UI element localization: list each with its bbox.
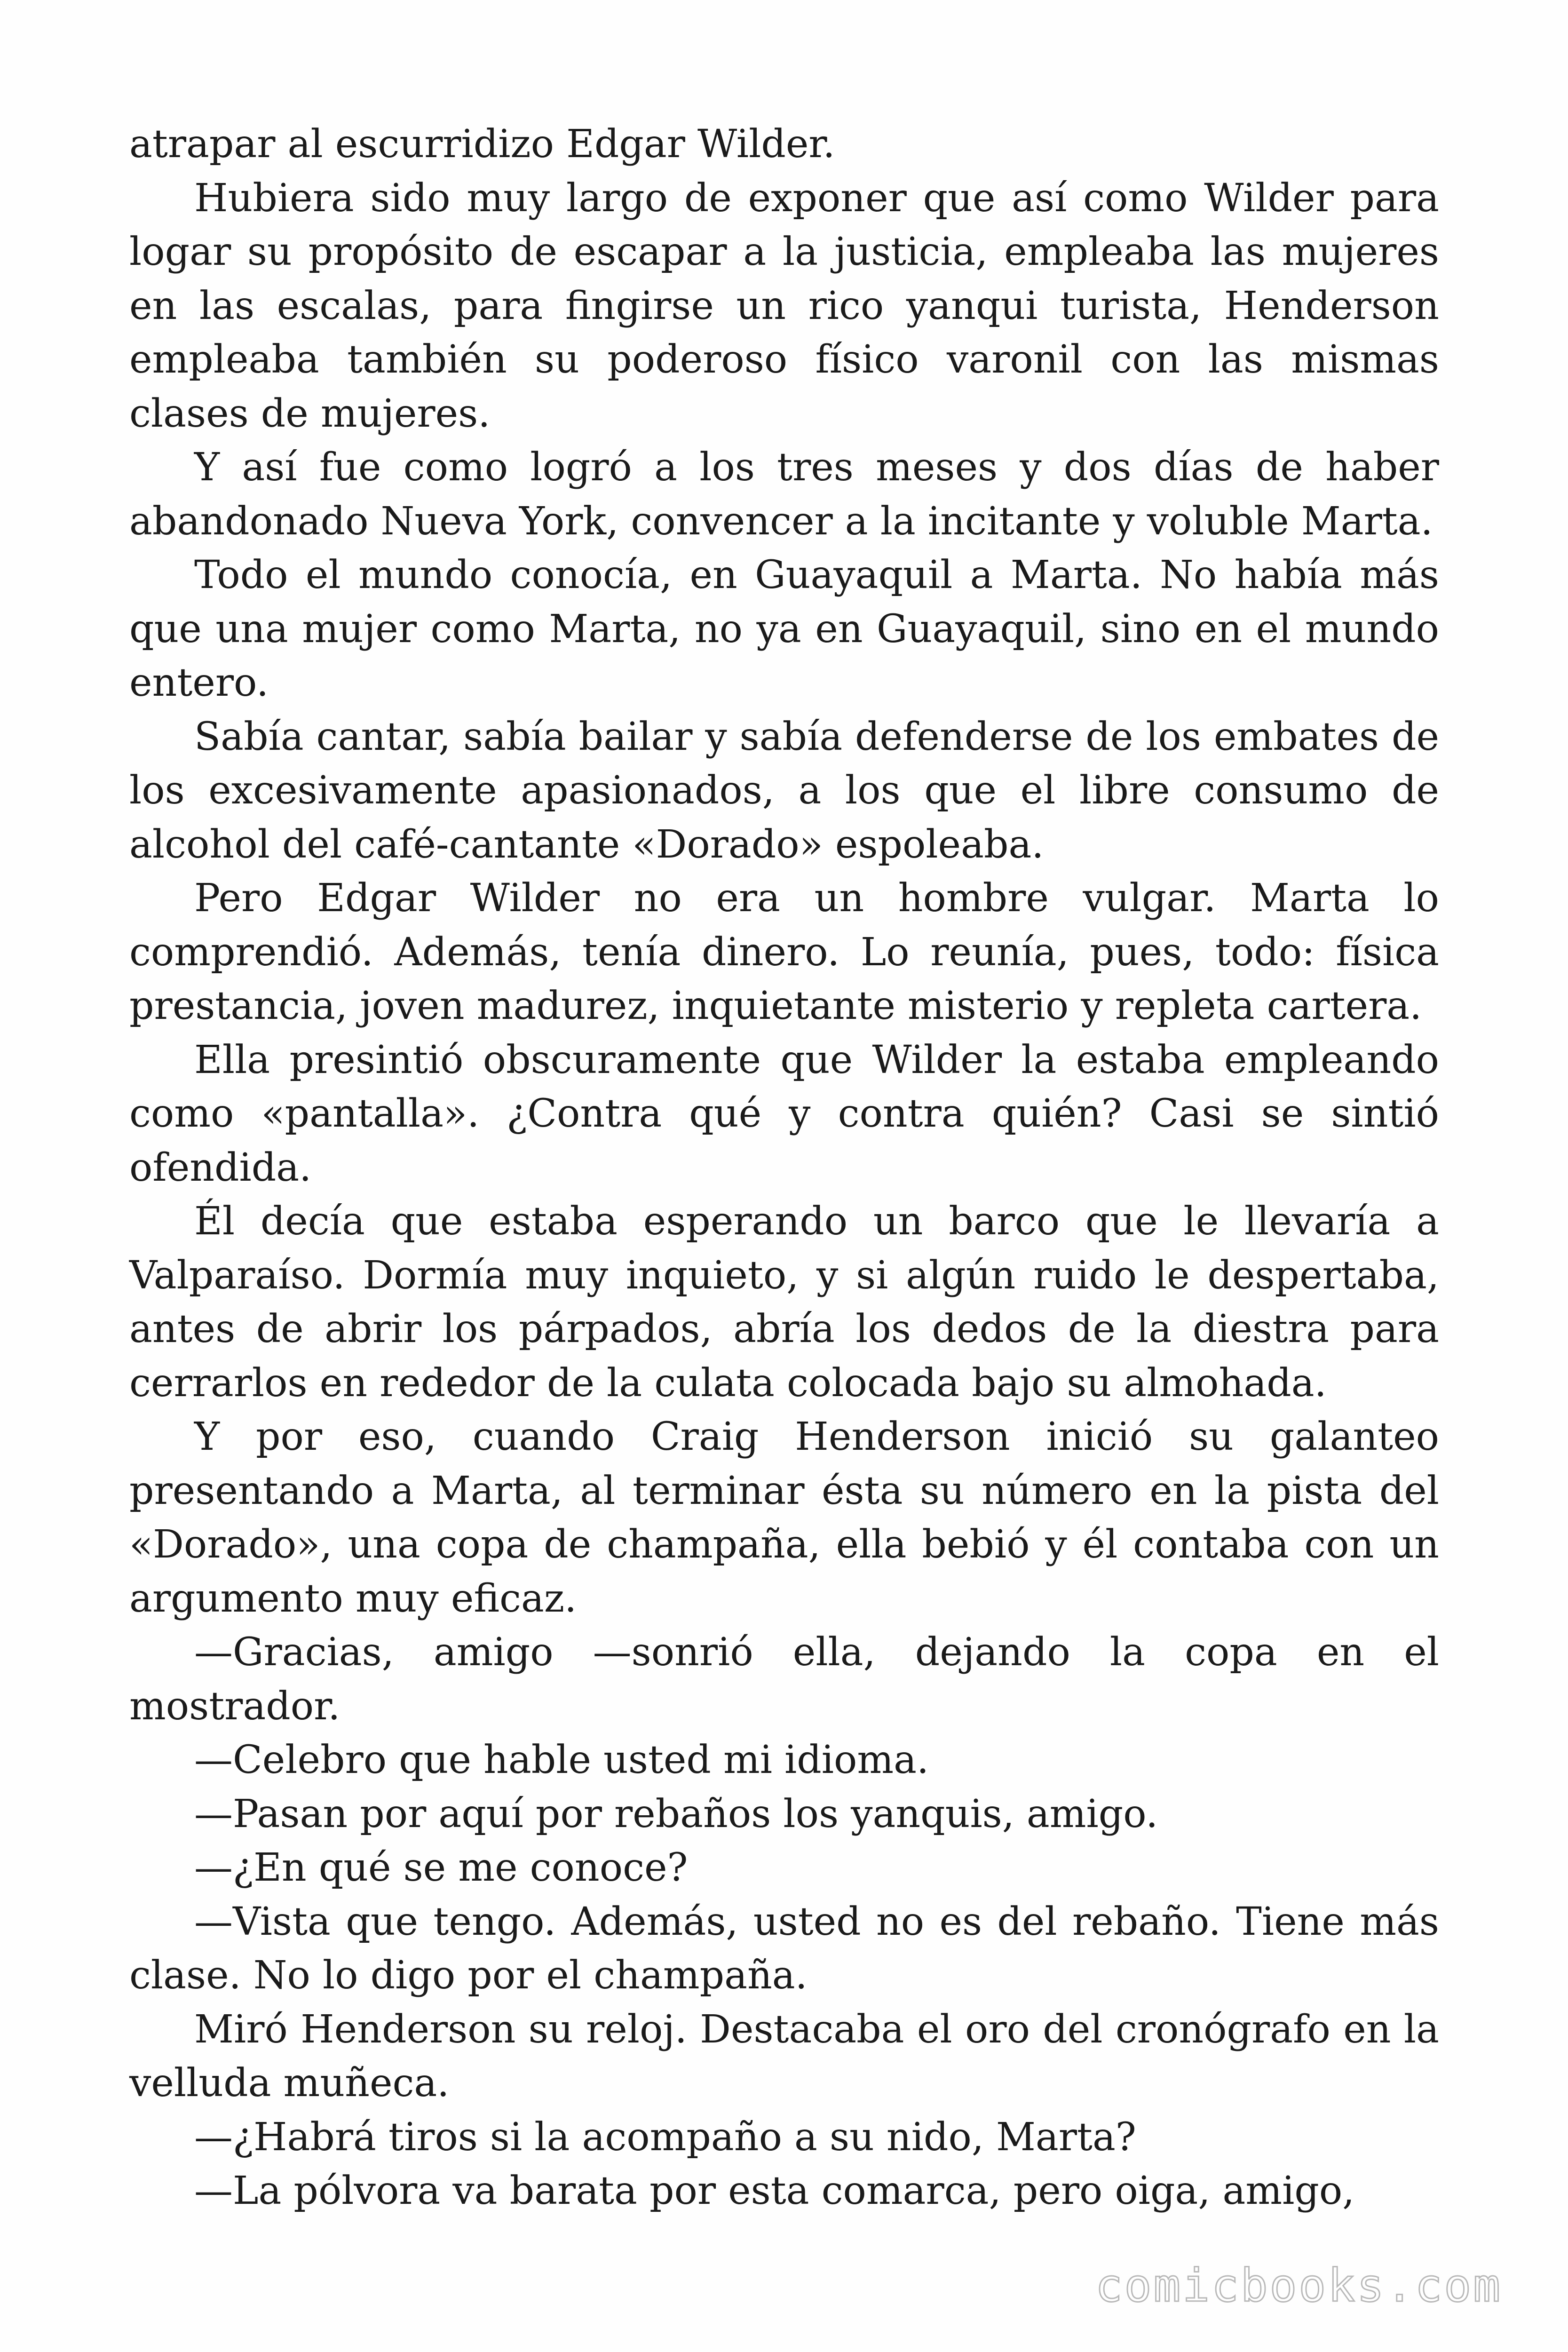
dialogue-line: —La pólvora va barata por esta comarca, pero oiga, amigo, <box>194 2169 1355 2213</box>
paragraph: Ella presintió obscuramente que Wilder la estaba empleando como «pantalla». ¿Contra qué y contra quién? Casi se sintió ofendida. <box>129 1037 1439 1190</box>
paragraph: Sabía cantar, sabía bailar y sabía defenderse de los embates de los excesivamente apasionados, a los que el libre consumo de alcohol del café-cantante «Dorado» espoleaba. <box>129 714 1439 867</box>
dialogue-line: —Vista que tengo. Además, usted no es del rebaño. Tiene más clase. No lo digo por el champaña. <box>129 1899 1439 1998</box>
dialogue-line: —Gracias, amigo —sonrió ella, dejando la copa en el mostrador. <box>129 1630 1439 1729</box>
dialogue-line: —Celebro que hable usted mi idioma. <box>194 1738 929 1782</box>
body-text <box>129 118 1439 2218</box>
paragraph: Hubiera sido muy largo de exponer que así como Wilder para logar su propósito de escapar a la justicia, empleaba las mujeres en las escalas, para fingirse un rico yanqui turista, Henderson empleaba también su poderoso físico varonil con las mismas clases de mujeres. <box>129 175 1439 436</box>
dialogue-line: —¿En qué se me conoce? <box>194 1845 688 1890</box>
paragraph: Y por eso, cuando Craig Henderson inició su galanteo presentando a Marta, al terminar ésta su número en la pista del «Dorado», una copa de champaña, ella bebió y él contaba con un argumento muy eficaz. <box>129 1414 1439 1621</box>
paragraph: Y así fue como logró a los tres meses y dos días de haber abandonado Nueva York, convencer a la incitante y voluble Marta. <box>129 445 1439 544</box>
paragraph: Él decía que estaba esperando un barco que le llevaría a Valparaíso. Dormía muy inquieto, y si algún ruido le despertaba, antes de abrir los párpados, abría los dedos de la diestra para cerrarlos en rededor de la culata colocada bajo su almohada. <box>129 1199 1439 1406</box>
paragraph: Pero Edgar Wilder no era un hombre vulgar. Marta lo comprendió. Además, tenía dinero. Lo reunía, pues, todo: física prestancia, joven madurez, inquietante misterio y repleta cartera. <box>129 876 1439 1028</box>
dialogue-line: —¿Habrá tiros si la acompaño a su nido, Marta? <box>194 2114 1136 2160</box>
paragraph: atrapar al escurridizo Edgar Wilder. <box>129 122 835 167</box>
dialogue-line: —Pasan por aquí por rebaños los yanquis, amigo. <box>194 1791 1158 1836</box>
paragraph: Todo el mundo conocía, en Guayaquil a Marta. No había más que una mujer como Marta, no ya en Guayaquil, sino en el mundo entero. <box>129 553 1439 705</box>
paragraph: Miró Henderson su reloj. Destacaba el oro del cronógrafo en la velluda muñeca. <box>129 2007 1439 2106</box>
watermark: comicbooks.com <box>1095 2259 1502 2312</box>
